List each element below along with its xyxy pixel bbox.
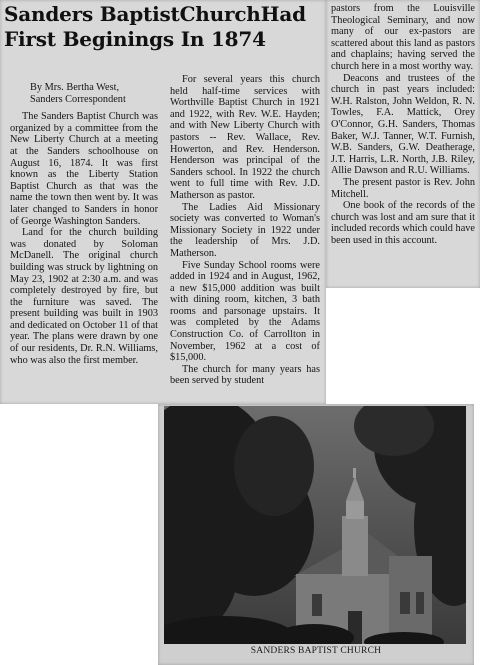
paragraph: One book of the records of the church was lost and am sure that it included records which could have been used in this account.	[331, 200, 475, 246]
article-column-2	[170, 74, 320, 387]
paragraph: The Sanders Baptist Church was organized by a committee from the New Liberty Church at a meeting at the Sanders schoolhouse on August 16, 1874. It was first known as the Liberty Station Baptist Church as that was the name the town then went by. It was later changed to Sanders in honor of George Washington Sanders.	[10, 111, 158, 227]
article-column-3	[331, 3, 475, 246]
paragraph: pastors from the Louisville Theological Seminary, and now many of our ex-pastors are scattered about this land as pastors and chaplains; having served the church here in a most worthy way.	[331, 3, 475, 72]
headline-line-1: Sanders BaptistChurchHad	[4, 2, 306, 26]
paragraph: Deacons and trustees of the church in past years included: W.H. Ralston, John Weldon, R. N. Towles, F.A. Mattick, Orey O'Connor, G.H. Sanders, Thomas Baker, W.J. Tanner, W.T. Furnish, W.B. Sanders, G.W. Deatherage, J.T. Harris, L.R. North, J.B. Riley, Allie Dawson and R.U. Williams.	[331, 72, 475, 177]
paragraph: The present pastor is Rev. John Mitchell.	[331, 176, 475, 200]
church-photo	[164, 406, 466, 644]
newspaper-clipping-main	[0, 0, 326, 404]
paragraph: Land for the church building was donated by Soloman McDanell. The original church building was struck by lightning on May 23, 1902 at 2:30 a.m. and was completely destroyed by fire, but the furniture was saved. The present building was built in 1903 and dedicated on October 11 of that year. The plans were drawn by one of our residents, Dr. R.N. Williams, who was also the first member.	[10, 227, 158, 366]
paragraph: For several years this church held half-time services with Worthville Baptist Church in 1921 and 1922, with Rev. W.E. Hayden; and with New Liberty Church with pastors -- Rev. Wallace, Rev. Howerton, and Rev. Henderson. Henderson was principal of the Sanders school. In 1922 the church went to full time with Rev. J.D. Matherson as pastor.	[170, 74, 320, 201]
byline	[10, 82, 158, 105]
byline-author: By Mrs. Bertha West,	[30, 82, 120, 93]
paragraph: Five Sunday School rooms were added in 1924 and in August, 1962, a new $15,000 addition was built with dining room, kitchen, 3 bath rooms and parsonage upstairs. It was completed by the Adams Construction Co. of Carrollton in November, 1962 at a cost of $15,000.	[170, 259, 320, 364]
headline-line-2: First Beginings In 1874	[4, 27, 266, 51]
headline	[4, 2, 322, 52]
photo-clipping	[158, 404, 474, 665]
article-column-1	[10, 82, 158, 366]
newspaper-clipping-continuation	[326, 0, 480, 288]
byline-role: Sanders Correspondent	[30, 93, 126, 105]
paragraph: The Ladies Aid Missionary society was converted to Woman's Missionary Society in 1922 under the leadership of Mrs. J.D. Matherson.	[170, 201, 320, 259]
church-photo-image	[164, 406, 466, 644]
paragraph: The church for many years has been served by student	[170, 363, 320, 387]
photo-caption: SANDERS BAPTIST CHURCH	[250, 646, 382, 656]
